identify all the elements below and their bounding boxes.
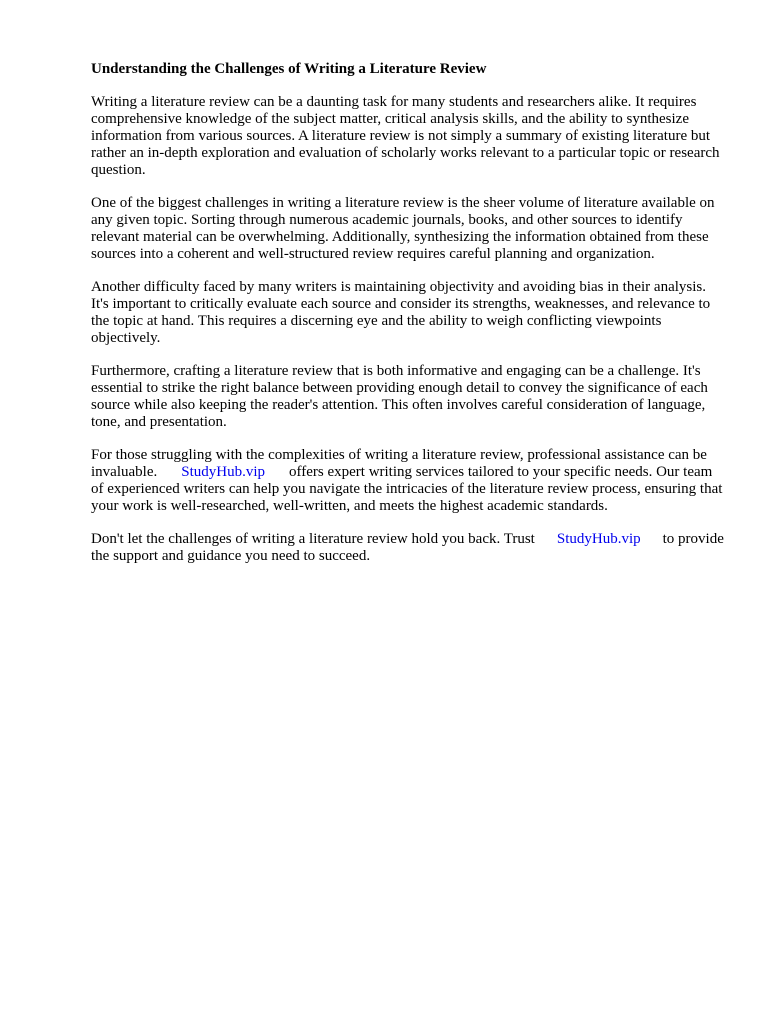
studyhub-link-2[interactable]: StudyHub.vip [556, 531, 641, 547]
closing-text-before: Don't let the challenges of writing a literature review hold you back. Trust [91, 531, 535, 547]
paragraph-objectivity: Another difficulty faced by many writers is maintaining objectivity and avoiding bias in their analysis. It's important to critically evaluate each source and consider its strengths, weaknesses, and relevance to the topic at hand. This requires a discerning eye and the ability to weigh conflicting viewpoints objectively. [91, 279, 711, 346]
assistance-text-before: For those struggling with the complexities of writing a literature review, professional assistance can be invaluable. [91, 447, 707, 480]
document-title: Understanding the Challenges of Writing a Literature Review [91, 61, 487, 77]
paragraph-engagement: Furthermore, crafting a literature review that is both informative and engaging can be a challenge. It's essential to strike the right balance between providing enough detail to convey the significance of each source while also keeping the reader's attention. This often involves careful consideration of language, tone, and presentation. [91, 363, 708, 430]
paragraph-assistance [91, 447, 726, 515]
paragraph-volume: One of the biggest challenges in writing a literature review is the sheer volume of literature available on any given topic. Sorting through numerous academic journals, books, and other sources to identify relevant material can be overwhelming. Additionally, synthesizing the information obtained from these sources into a coherent and well-structured review requires careful planning and organization. [91, 195, 715, 262]
paragraph-closing [91, 531, 726, 565]
paragraph-intro: Writing a literature review can be a daunting task for many students and researchers alike. It requires comprehensive knowledge of the subject matter, critical analysis skills, and the ability to synthesize information from various sources. A literature review is not simply a summary of existing literature but rather an in-depth exploration and evaluation of scholarly works relevant to a particular topic or research question. [91, 94, 720, 178]
assistance-text-after: offers expert writing services tailored to your specific needs. Our team of experienced writers can help you navigate the intricacies of the literature review process, ensuring that your work is well-researched, well-written, and meets the highest academic standards. [91, 464, 723, 514]
document-page [91, 60, 726, 581]
closing-text-after: to provide the support and guidance you need to succeed. [91, 531, 724, 564]
studyhub-link-1[interactable]: StudyHub.vip [181, 464, 265, 480]
